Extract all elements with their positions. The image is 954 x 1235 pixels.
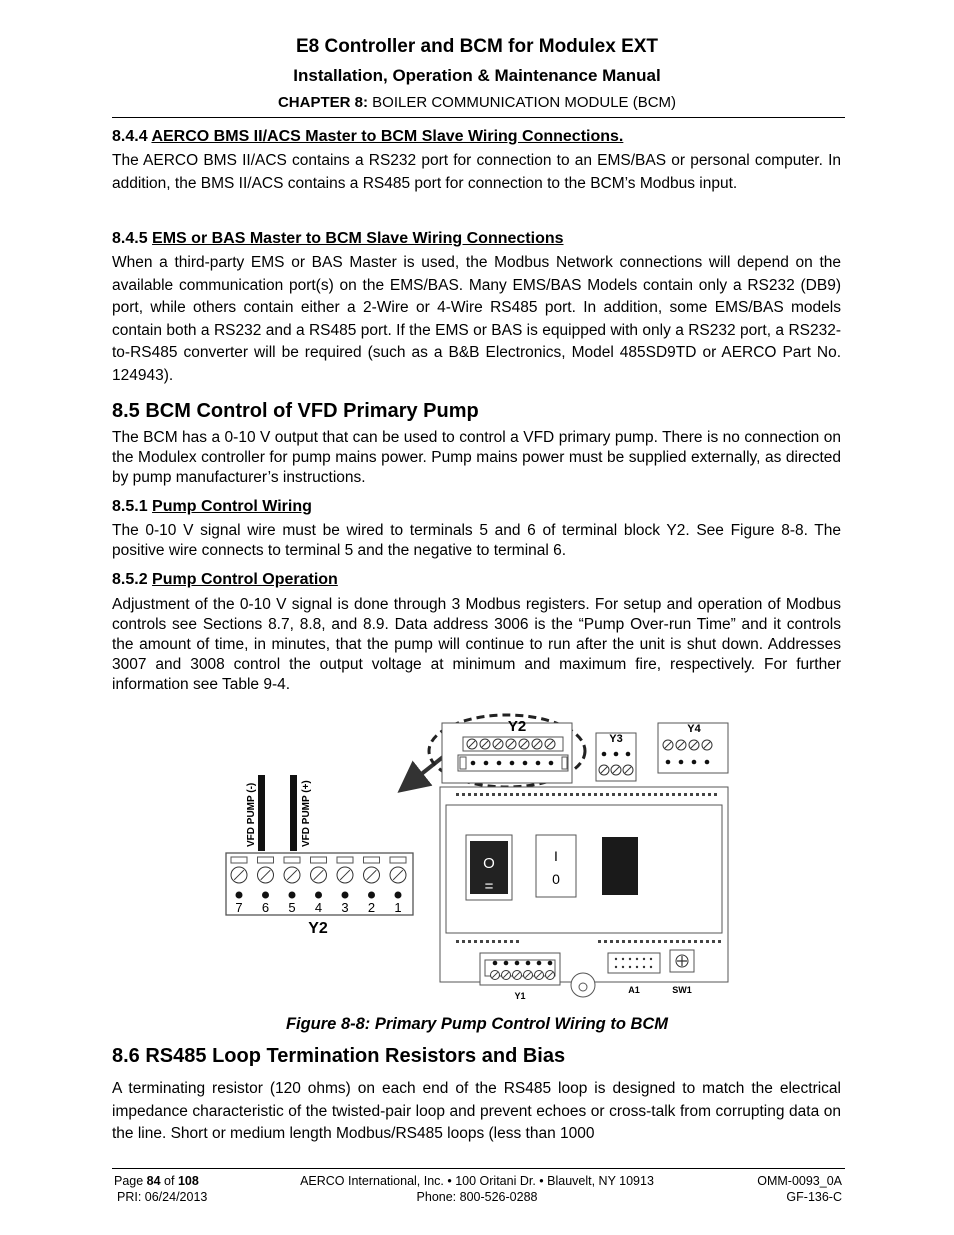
company-address: AERCO International, Inc. • 100 Oritani Dr. • Blauvelt, NY 10913 — [300, 1174, 654, 1188]
terminal-number: 1 — [394, 900, 402, 915]
section-number: 8.4.5 — [112, 230, 148, 247]
section-8-5-2-heading — [112, 571, 338, 589]
section-8-4-5-heading — [112, 230, 564, 248]
switch-off-glyph: O — [483, 855, 495, 872]
pump-wiring-figure — [220, 705, 735, 1005]
section-8-6-heading: 8.6 RS485 Loop Termination Resistors and Bias — [112, 1045, 566, 1067]
chapter-title: BOILER COMMUNICATION MODULE (BCM) — [372, 94, 677, 111]
switch-zero-glyph: 0 — [552, 871, 560, 887]
section-8-4-4-heading — [112, 128, 623, 146]
wire-positive-label: VFD PUMP (+) — [301, 780, 312, 847]
module-label-y2: Y2 — [507, 718, 527, 735]
toggle-switch — [536, 835, 576, 897]
pri-date: PRI: 06/24/2013 — [117, 1190, 208, 1204]
wire-negative-label: VFD PUMP (-) — [246, 782, 257, 847]
section-number: 8.4.4 — [112, 128, 148, 145]
chapter-heading — [0, 94, 954, 111]
switch-line-glyph: = — [484, 878, 494, 895]
module-label-a1: A1 — [628, 985, 640, 995]
section-8-6-body: A terminating resistor (120 ohms) on each end of the RS485 loop is designed to match the electrical impedance characteristic of the twisted-pair loop and prevent echoes or cross-talk from corrupting data on the line. Short or medium length Modbus/RS485 loops (less than 1000 — [112, 1080, 841, 1142]
section-8-5-heading: 8.5 BCM Control of VFD Primary Pump — [112, 400, 479, 422]
footer-rule — [112, 1168, 845, 1169]
document-subtitle: Installation, Operation & Maintenance Manual — [293, 66, 661, 85]
section-title: Pump Control Wiring — [152, 498, 312, 515]
figure-caption: Figure 8-8: Primary Pump Control Wiring to BCM — [285, 1015, 669, 1033]
page-number: Page 84 of 108 — [114, 1174, 199, 1188]
section-8-5-1-body: The 0-10 V signal wire must be wired to terminals 5 and 6 of terminal block Y2. See Figure 8-8. The positive wire connects to terminal 5 and the negative to terminal 6. — [112, 522, 841, 559]
section-8-4-5-body: When a third-party EMS or BAS Master is used, the Modbus Network connections will depend on the available communication port(s) on the EMS/BAS. Many EMS/BAS Models contain only a RS232 (DB9) port, while others contain either a 2-Wire or 4-Wire RS485 port. In addition, some EMS/BAS models contain both a RS232 and a RS485 port. If the EMS or BAS is equipped with only a RS232 port, a RS232-to-RS485 converter will be required (such as a B&B Electronics, Model 485SD9TD or AERCO Part No. 124943). — [112, 254, 841, 384]
section-title: AERCO BMS II/ACS Master to BCM Slave Wiring Connections. — [151, 128, 624, 145]
module-label-y1: Y1 — [514, 991, 526, 1001]
terminal-number: 5 — [288, 900, 296, 915]
terminal-number: 7 — [235, 900, 243, 915]
section-title: Pump Control Operation — [152, 571, 338, 588]
terminal-number: 6 — [261, 900, 270, 915]
section-8-5-1-heading — [112, 498, 312, 516]
block-label-y2: Y2 — [308, 920, 328, 937]
wire-positive — [290, 775, 297, 851]
wire-negative — [258, 775, 265, 851]
document-title: E8 Controller and BCM for Modulex EXT — [295, 36, 659, 57]
indicator-panel — [602, 837, 638, 895]
section-number: 8.5.1 — [112, 498, 148, 515]
section-8-5-2-body: Adjustment of the 0-10 V signal is done through 3 Modbus registers. For setup and operation of Modbus controls see Sections 8.7, 8.8, and 8.9. Data address 3006 is the “Pump Over-run Time” and it controls the amount of time, in minutes, that the pump will continue to run after the unit is shut down. Addresses 3007 and 3008 control the output voltage at minimum and maximum fire, respectively. For further information see Table 9-4. — [112, 596, 841, 693]
switch-on-glyph: I — [554, 848, 558, 864]
terminal-number: 3 — [341, 900, 349, 915]
header-rule — [112, 117, 845, 118]
footer-right — [757, 1173, 842, 1205]
section-title: EMS or BAS Master to BCM Slave Wiring Connections — [152, 230, 564, 247]
chapter-label: CHAPTER 8: — [277, 94, 368, 111]
bcm-module — [440, 718, 728, 1001]
module-label-sw1: SW1 — [672, 985, 692, 995]
form-number: GF-136-C — [786, 1190, 842, 1204]
terminal-number: 4 — [314, 900, 323, 915]
module-label-y4: Y4 — [687, 723, 701, 735]
company-phone: Phone: 800-526-0288 — [416, 1190, 538, 1204]
terminal-number: 2 — [367, 900, 376, 915]
section-number: 8.5.2 — [112, 571, 148, 588]
section-8-4-4-body: The AERCO BMS II/ACS contains a RS232 port for connection to an EMS/BAS or personal computer. In addition, the BMS II/ACS contains a RS485 port for connection to the BCM’s Modbus input. — [112, 152, 841, 192]
document-number: OMM-0093_0A — [757, 1174, 842, 1188]
section-8-5-body: The BCM has a 0-10 V output that can be used to control a VFD primary pump. There is no connection on the Modulex controller for pump mains power. Pump mains power must be supplied externally, as directed by pump manufacturer’s instructions. — [112, 429, 841, 486]
module-label-y3: Y3 — [609, 733, 623, 745]
